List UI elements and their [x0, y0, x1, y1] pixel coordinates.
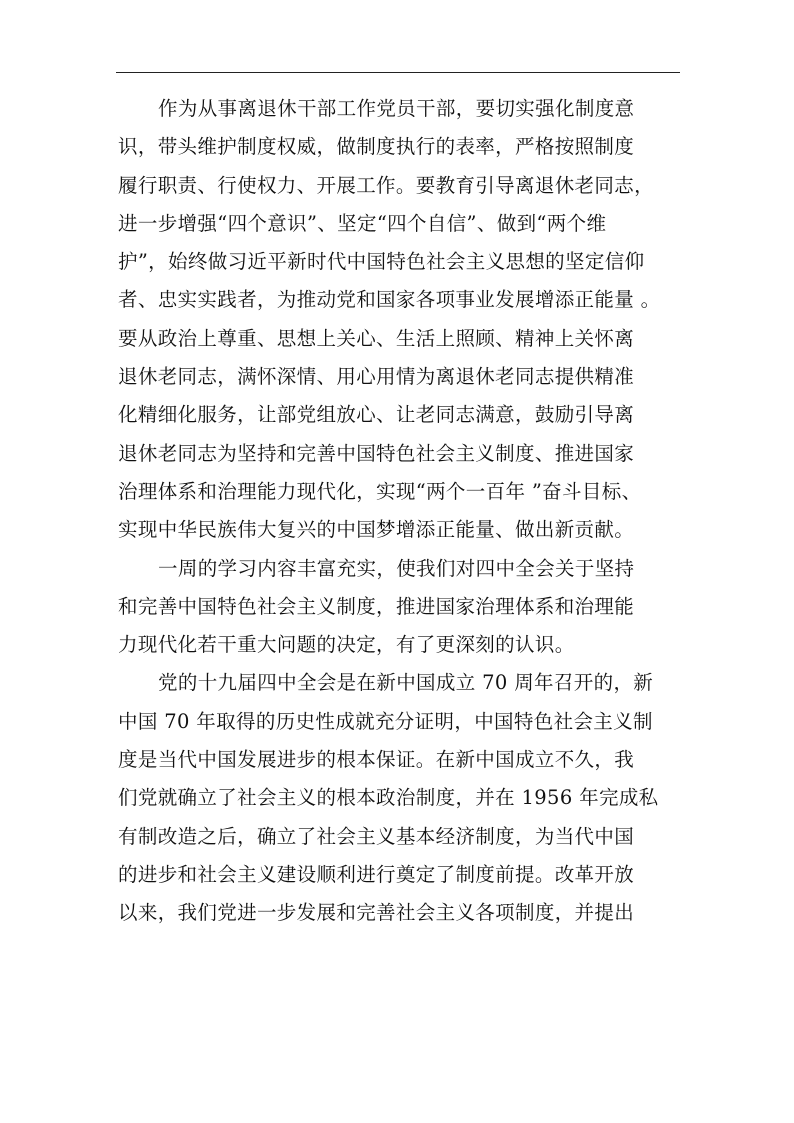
text-line: 实现中华民族伟大复兴的中国梦增添正能量、做出新贡献。 [118, 518, 635, 542]
text-line: 作为从事离退休干部工作党员干部，要切实强化制度意 [158, 97, 635, 120]
document-body [118, 90, 682, 933]
text-line: 要从政治上尊重、思想上关心、生活上照顾、精神上关怀离 [118, 326, 635, 350]
text-line: 的进步和社会主义建设顺利进行奠定了制度前提。改革开放 [118, 862, 635, 886]
text-line: 护”，始终做习近平新时代中国特色社会主义思想的坚定信仰 [118, 250, 645, 274]
text-line: 一周的学习内容丰富充实，使我们对四中全会关于坚持 [158, 556, 635, 580]
header-rule [116, 72, 680, 73]
text-line: 退休老同志，满怀深情、用心用情为离退休老同志提供精准 [118, 365, 635, 389]
text-line: 者、忠实实践者，为推动党和国家各项事业发展增添正能量 。 [118, 288, 661, 312]
text-line: 治理体系和治理能力现代化，实现“两个一百年 ”奋斗目标、 [118, 479, 642, 503]
text-line: 中国 70 年取得的历史性成就充分证明，中国特色社会主义制 [118, 709, 653, 733]
text-line: 党的十九届四中全会是在新中国成立 70 周年召开的，新 [158, 671, 654, 695]
text-line: 识，带头维护制度权威，做制度执行的表率，严格按照制度 [118, 135, 635, 159]
text-line: 进一步增强“四个意识”、坚定“四个自信”、做到“两个维 [118, 211, 607, 235]
text-line: 和完善中国特色社会主义制度，推进国家治理体系和治理能 [118, 594, 635, 618]
text-line: 有制改造之后，确立了社会主义基本经济制度，为当代中国 [118, 824, 635, 848]
text-line: 们党就确立了社会主义的根本政治制度，并在 1956 年完成私 [118, 786, 659, 810]
text-line: 履行职责、行使权力、开展工作。要教育引导离退休老同志， [118, 173, 654, 197]
text-line: 度是当代中国发展进步的根本保证。在新中国成立不久，我 [118, 748, 635, 772]
text-line: 以来，我们党进一步发展和完善社会主义各项制度，并提出 [118, 901, 635, 925]
text-line: 退休老同志为坚持和完善中国特色社会主义制度、推进国家 [118, 441, 635, 465]
text-line: 力现代化若干重大问题的决定，有了更深刻的认识。 [118, 633, 575, 657]
text-line: 化精细化服务，让部党组放心、让老同志满意，鼓励引导离 [118, 403, 635, 427]
